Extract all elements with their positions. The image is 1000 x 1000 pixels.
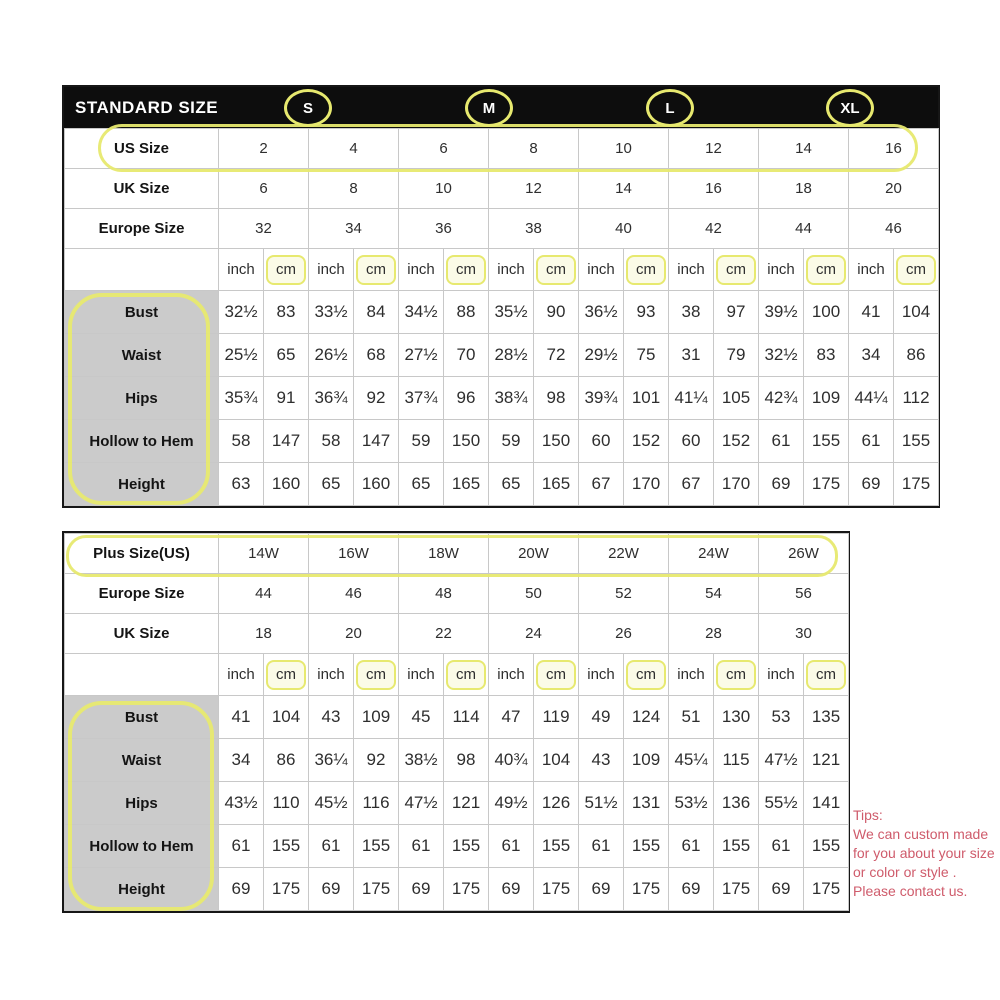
cm-highlight-box: cm — [716, 255, 756, 285]
measurement-value-cell: 67 — [579, 463, 624, 506]
unit-cm-cell — [534, 249, 579, 291]
size-value-cell: 18 — [219, 614, 309, 654]
size-value-cell: 32 — [219, 209, 309, 249]
size-value-cell: 26W — [759, 534, 849, 574]
measurement-value-cell: 92 — [354, 739, 399, 782]
cm-highlight-box: cm — [446, 255, 486, 285]
measurement-value-cell: 55½ — [759, 782, 804, 825]
unit-inch-cell: inch — [219, 654, 264, 696]
measurement-value-cell: 104 — [534, 739, 579, 782]
size-row — [65, 574, 849, 614]
measurement-value-cell: 114 — [444, 696, 489, 739]
measurement-value-cell: 40¾ — [489, 739, 534, 782]
measurement-value-cell: 160 — [354, 463, 399, 506]
measurement-value-cell: 61 — [759, 825, 804, 868]
measurement-row-label: Hollow to Hem — [65, 825, 219, 868]
measurement-value-cell: 155 — [804, 825, 849, 868]
unit-cm-cell — [354, 654, 399, 696]
tips-line: or color or style . — [853, 864, 957, 880]
unit-cm-cell — [444, 654, 489, 696]
measurement-value-cell: 152 — [624, 420, 669, 463]
standard-tbody — [65, 129, 939, 506]
unit-inch-cell: inch — [579, 249, 624, 291]
size-value-cell: 52 — [579, 574, 669, 614]
size-group-label: S — [302, 99, 313, 117]
measurement-value-cell: 59 — [489, 420, 534, 463]
measurement-value-cell: 61 — [489, 825, 534, 868]
measurement-value-cell: 29½ — [579, 334, 624, 377]
measurement-value-cell: 98 — [444, 739, 489, 782]
size-value-cell: 44 — [219, 574, 309, 614]
size-circle-xl — [826, 89, 874, 127]
cm-highlight-box: cm — [896, 255, 936, 285]
size-row-label: Europe Size — [65, 574, 219, 614]
size-value-cell: 8 — [309, 169, 399, 209]
measurement-value-cell: 136 — [714, 782, 759, 825]
measurement-value-cell: 112 — [894, 377, 939, 420]
size-value-cell: 50 — [489, 574, 579, 614]
measurement-value-cell: 25½ — [219, 334, 264, 377]
measurement-value-cell: 43 — [579, 739, 624, 782]
measurement-value-cell: 98 — [534, 377, 579, 420]
measurement-value-cell: 91 — [264, 377, 309, 420]
measurement-value-cell: 175 — [804, 463, 849, 506]
size-value-cell: 4 — [309, 129, 399, 169]
measurement-value-cell: 155 — [264, 825, 309, 868]
measurement-value-cell: 130 — [714, 696, 759, 739]
unit-inch-cell: inch — [219, 249, 264, 291]
measurement-value-cell: 69 — [399, 868, 444, 911]
measurement-value-cell: 69 — [489, 868, 534, 911]
measurement-value-cell: 170 — [624, 463, 669, 506]
measurement-value-cell: 38¾ — [489, 377, 534, 420]
measurement-value-cell: 160 — [264, 463, 309, 506]
size-circle-l — [646, 89, 694, 127]
measurement-value-cell: 86 — [894, 334, 939, 377]
measurement-row-label: Hips — [65, 782, 219, 825]
measurement-value-cell: 69 — [309, 868, 354, 911]
unit-inch-cell: inch — [309, 654, 354, 696]
size-value-cell: 22 — [399, 614, 489, 654]
measurement-row — [65, 739, 849, 782]
cm-highlight-box: cm — [716, 660, 756, 690]
unit-cm-cell — [714, 249, 759, 291]
size-value-cell: 56 — [759, 574, 849, 614]
plus-size-table — [62, 531, 850, 913]
measurement-value-cell: 35½ — [489, 291, 534, 334]
measurement-value-cell: 35¾ — [219, 377, 264, 420]
measurement-value-cell: 83 — [804, 334, 849, 377]
size-value-cell: 16 — [669, 169, 759, 209]
size-value-cell: 14W — [219, 534, 309, 574]
size-value-cell: 12 — [669, 129, 759, 169]
measurement-row — [65, 782, 849, 825]
measurement-value-cell: 49 — [579, 696, 624, 739]
size-value-cell: 16W — [309, 534, 399, 574]
measurement-value-cell: 59 — [399, 420, 444, 463]
measurement-value-cell: 69 — [669, 868, 714, 911]
measurement-value-cell: 150 — [534, 420, 579, 463]
measurement-value-cell: 175 — [894, 463, 939, 506]
measurement-value-cell: 68 — [354, 334, 399, 377]
measurement-value-cell: 147 — [354, 420, 399, 463]
measurement-row-label: Height — [65, 463, 219, 506]
measurement-value-cell: 37¾ — [399, 377, 444, 420]
measurement-value-cell: 32½ — [759, 334, 804, 377]
measurement-value-cell: 83 — [264, 291, 309, 334]
measurement-value-cell: 34 — [849, 334, 894, 377]
plus-tbody — [65, 534, 849, 911]
measurement-value-cell: 101 — [624, 377, 669, 420]
size-value-cell: 8 — [489, 129, 579, 169]
size-value-cell: 20W — [489, 534, 579, 574]
unit-cm-cell — [444, 249, 489, 291]
size-value-cell: 40 — [579, 209, 669, 249]
plus-size-grid — [64, 533, 849, 911]
size-value-cell: 6 — [219, 169, 309, 209]
size-row — [65, 209, 939, 249]
measurement-value-cell: 43 — [309, 696, 354, 739]
size-value-cell: 14 — [759, 129, 849, 169]
unit-inch-cell: inch — [489, 654, 534, 696]
measurement-value-cell: 70 — [444, 334, 489, 377]
unit-inch-cell: inch — [579, 654, 624, 696]
size-value-cell: 28 — [669, 614, 759, 654]
measurement-value-cell: 100 — [804, 291, 849, 334]
size-group-label: XL — [840, 99, 860, 117]
measurement-value-cell: 79 — [714, 334, 759, 377]
measurement-value-cell: 36¼ — [309, 739, 354, 782]
measurement-value-cell: 92 — [354, 377, 399, 420]
size-value-cell: 38 — [489, 209, 579, 249]
measurement-row — [65, 377, 939, 420]
measurement-value-cell: 155 — [804, 420, 849, 463]
unit-cm-cell — [264, 654, 309, 696]
size-row-label: UK Size — [65, 614, 219, 654]
measurement-value-cell: 175 — [804, 868, 849, 911]
measurement-row — [65, 463, 939, 506]
measurement-value-cell: 126 — [534, 782, 579, 825]
measurement-value-cell: 63 — [219, 463, 264, 506]
size-value-cell: 34 — [309, 209, 399, 249]
cm-highlight-box: cm — [266, 660, 306, 690]
measurement-value-cell: 61 — [849, 420, 894, 463]
measurement-value-cell: 155 — [444, 825, 489, 868]
unit-inch-cell: inch — [669, 249, 714, 291]
measurement-value-cell: 38 — [669, 291, 714, 334]
measurement-value-cell: 51 — [669, 696, 714, 739]
unit-cm-cell — [534, 654, 579, 696]
measurement-value-cell: 60 — [579, 420, 624, 463]
size-row — [65, 534, 849, 574]
measurement-value-cell: 41¼ — [669, 377, 714, 420]
measurement-value-cell: 115 — [714, 739, 759, 782]
tips-line: for you about your size — [853, 845, 995, 861]
measurement-value-cell: 45 — [399, 696, 444, 739]
unit-cm-cell — [714, 654, 759, 696]
measurement-value-cell: 47½ — [399, 782, 444, 825]
measurement-row-label: Hips — [65, 377, 219, 420]
measurement-value-cell: 147 — [264, 420, 309, 463]
measurement-row — [65, 868, 849, 911]
measurement-value-cell: 105 — [714, 377, 759, 420]
measurement-row-label: Waist — [65, 739, 219, 782]
measurement-value-cell: 69 — [579, 868, 624, 911]
standard-size-table — [62, 85, 940, 508]
cm-highlight-box: cm — [446, 660, 486, 690]
size-value-cell: 36 — [399, 209, 489, 249]
size-circle-m — [465, 89, 513, 127]
unit-cm-cell — [264, 249, 309, 291]
measurement-value-cell: 124 — [624, 696, 669, 739]
measurement-value-cell: 141 — [804, 782, 849, 825]
measurement-value-cell: 28½ — [489, 334, 534, 377]
measurement-value-cell: 93 — [624, 291, 669, 334]
measurement-value-cell: 119 — [534, 696, 579, 739]
tips-line: Please contact us. — [853, 883, 968, 899]
measurement-value-cell: 31 — [669, 334, 714, 377]
measurement-row — [65, 696, 849, 739]
size-group-label: M — [482, 99, 496, 117]
measurement-value-cell: 61 — [399, 825, 444, 868]
measurement-row — [65, 825, 849, 868]
measurement-value-cell: 61 — [579, 825, 624, 868]
measurement-value-cell: 96 — [444, 377, 489, 420]
unit-inch-cell: inch — [399, 249, 444, 291]
measurement-value-cell: 53 — [759, 696, 804, 739]
size-value-cell: 20 — [309, 614, 399, 654]
tips-note — [853, 806, 999, 901]
size-value-cell: 10 — [399, 169, 489, 209]
measurement-value-cell: 49½ — [489, 782, 534, 825]
size-row-label: UK Size — [65, 169, 219, 209]
cm-highlight-box: cm — [536, 255, 576, 285]
measurement-row — [65, 334, 939, 377]
unit-cm-cell — [624, 654, 669, 696]
measurement-value-cell: 155 — [714, 825, 759, 868]
unit-cm-cell — [804, 654, 849, 696]
measurement-value-cell: 69 — [759, 868, 804, 911]
unit-inch-cell: inch — [489, 249, 534, 291]
measurement-value-cell: 155 — [534, 825, 579, 868]
measurement-value-cell: 155 — [624, 825, 669, 868]
cm-highlight-box: cm — [806, 660, 846, 690]
measurement-value-cell: 121 — [444, 782, 489, 825]
measurement-value-cell: 41 — [219, 696, 264, 739]
measurement-value-cell: 131 — [624, 782, 669, 825]
size-value-cell: 18W — [399, 534, 489, 574]
standard-size-title: STANDARD SIZE — [75, 97, 219, 117]
size-row-label: Plus Size(US) — [65, 534, 219, 574]
measurement-value-cell: 175 — [264, 868, 309, 911]
size-value-cell: 26 — [579, 614, 669, 654]
size-row — [65, 614, 849, 654]
measurement-value-cell: 41 — [849, 291, 894, 334]
measurement-value-cell: 175 — [714, 868, 759, 911]
size-value-cell: 12 — [489, 169, 579, 209]
cm-highlight-box: cm — [536, 660, 576, 690]
size-value-cell: 2 — [219, 129, 309, 169]
tips-title: Tips: — [853, 807, 883, 823]
measurement-value-cell: 65 — [309, 463, 354, 506]
measurement-value-cell: 135 — [804, 696, 849, 739]
measurement-value-cell: 39½ — [759, 291, 804, 334]
unit-row-empty-label — [65, 654, 219, 696]
size-row-label: US Size — [65, 129, 219, 169]
cm-highlight-box: cm — [626, 255, 666, 285]
size-value-cell: 14 — [579, 169, 669, 209]
size-value-cell: 20 — [849, 169, 939, 209]
unit-row-empty-label — [65, 249, 219, 291]
measurement-value-cell: 27½ — [399, 334, 444, 377]
tips-line: We can custom made — [853, 826, 989, 842]
measurement-value-cell: 51½ — [579, 782, 624, 825]
measurement-value-cell: 61 — [309, 825, 354, 868]
measurement-value-cell: 58 — [309, 420, 354, 463]
measurement-value-cell: 43½ — [219, 782, 264, 825]
measurement-row-label: Bust — [65, 291, 219, 334]
measurement-value-cell: 39¾ — [579, 377, 624, 420]
measurement-value-cell: 84 — [354, 291, 399, 334]
measurement-row-label: Height — [65, 868, 219, 911]
standard-size-grid — [64, 128, 939, 506]
unit-inch-cell: inch — [759, 654, 804, 696]
measurement-value-cell: 175 — [624, 868, 669, 911]
size-row — [65, 169, 939, 209]
measurement-row — [65, 291, 939, 334]
measurement-value-cell: 45½ — [309, 782, 354, 825]
unit-cm-cell — [624, 249, 669, 291]
measurement-value-cell: 67 — [669, 463, 714, 506]
size-value-cell: 6 — [399, 129, 489, 169]
size-row — [65, 129, 939, 169]
size-value-cell: 46 — [309, 574, 399, 614]
measurement-value-cell: 38½ — [399, 739, 444, 782]
size-circle-s — [284, 89, 332, 127]
measurement-value-cell: 34½ — [399, 291, 444, 334]
measurement-row — [65, 420, 939, 463]
measurement-value-cell: 60 — [669, 420, 714, 463]
measurement-value-cell: 116 — [354, 782, 399, 825]
measurement-value-cell: 109 — [804, 377, 849, 420]
measurement-value-cell: 34 — [219, 739, 264, 782]
measurement-value-cell: 69 — [849, 463, 894, 506]
unit-inch-cell: inch — [309, 249, 354, 291]
measurement-value-cell: 36¾ — [309, 377, 354, 420]
measurement-value-cell: 44¼ — [849, 377, 894, 420]
measurement-value-cell: 53½ — [669, 782, 714, 825]
unit-inch-cell: inch — [849, 249, 894, 291]
measurement-value-cell: 33½ — [309, 291, 354, 334]
size-value-cell: 44 — [759, 209, 849, 249]
standard-size-header — [64, 87, 938, 128]
size-value-cell: 48 — [399, 574, 489, 614]
size-value-cell: 24W — [669, 534, 759, 574]
measurement-value-cell: 45¼ — [669, 739, 714, 782]
size-value-cell: 54 — [669, 574, 759, 614]
size-value-cell: 10 — [579, 129, 669, 169]
measurement-value-cell: 72 — [534, 334, 579, 377]
measurement-value-cell: 109 — [624, 739, 669, 782]
size-value-cell: 18 — [759, 169, 849, 209]
measurement-row-label: Hollow to Hem — [65, 420, 219, 463]
measurement-value-cell: 104 — [894, 291, 939, 334]
measurement-value-cell: 155 — [354, 825, 399, 868]
measurement-value-cell: 152 — [714, 420, 759, 463]
measurement-row-label: Waist — [65, 334, 219, 377]
measurement-value-cell: 175 — [534, 868, 579, 911]
measurement-value-cell: 155 — [894, 420, 939, 463]
measurement-value-cell: 110 — [264, 782, 309, 825]
unit-inch-cell: inch — [759, 249, 804, 291]
measurement-value-cell: 88 — [444, 291, 489, 334]
size-value-cell: 22W — [579, 534, 669, 574]
size-value-cell: 46 — [849, 209, 939, 249]
unit-inch-cell: inch — [399, 654, 444, 696]
unit-row — [65, 249, 939, 291]
measurement-value-cell: 65 — [399, 463, 444, 506]
measurement-value-cell: 109 — [354, 696, 399, 739]
measurement-value-cell: 90 — [534, 291, 579, 334]
size-value-cell: 16 — [849, 129, 939, 169]
cm-highlight-box: cm — [356, 660, 396, 690]
measurement-value-cell: 165 — [444, 463, 489, 506]
measurement-value-cell: 121 — [804, 739, 849, 782]
cm-highlight-box: cm — [626, 660, 666, 690]
measurement-value-cell: 75 — [624, 334, 669, 377]
measurement-value-cell: 165 — [534, 463, 579, 506]
measurement-value-cell: 69 — [219, 868, 264, 911]
size-row-label: Europe Size — [65, 209, 219, 249]
measurement-value-cell: 47½ — [759, 739, 804, 782]
measurement-value-cell: 65 — [489, 463, 534, 506]
measurement-value-cell: 170 — [714, 463, 759, 506]
cm-highlight-box: cm — [806, 255, 846, 285]
unit-cm-cell — [354, 249, 399, 291]
measurement-value-cell: 26½ — [309, 334, 354, 377]
measurement-value-cell: 150 — [444, 420, 489, 463]
measurement-value-cell: 47 — [489, 696, 534, 739]
measurement-value-cell: 175 — [444, 868, 489, 911]
measurement-value-cell: 61 — [669, 825, 714, 868]
unit-row — [65, 654, 849, 696]
unit-inch-cell: inch — [669, 654, 714, 696]
measurement-value-cell: 61 — [759, 420, 804, 463]
size-group-label: L — [665, 99, 675, 117]
size-value-cell: 24 — [489, 614, 579, 654]
measurement-value-cell: 32½ — [219, 291, 264, 334]
measurement-value-cell: 58 — [219, 420, 264, 463]
unit-cm-cell — [804, 249, 849, 291]
unit-cm-cell — [894, 249, 939, 291]
measurement-value-cell: 65 — [264, 334, 309, 377]
cm-highlight-box: cm — [356, 255, 396, 285]
measurement-row-label: Bust — [65, 696, 219, 739]
measurement-value-cell: 36½ — [579, 291, 624, 334]
size-value-cell: 30 — [759, 614, 849, 654]
cm-highlight-box: cm — [266, 255, 306, 285]
measurement-value-cell: 61 — [219, 825, 264, 868]
measurement-value-cell: 86 — [264, 739, 309, 782]
measurement-value-cell: 104 — [264, 696, 309, 739]
measurement-value-cell: 175 — [354, 868, 399, 911]
size-value-cell: 42 — [669, 209, 759, 249]
measurement-value-cell: 97 — [714, 291, 759, 334]
measurement-value-cell: 69 — [759, 463, 804, 506]
measurement-value-cell: 42¾ — [759, 377, 804, 420]
